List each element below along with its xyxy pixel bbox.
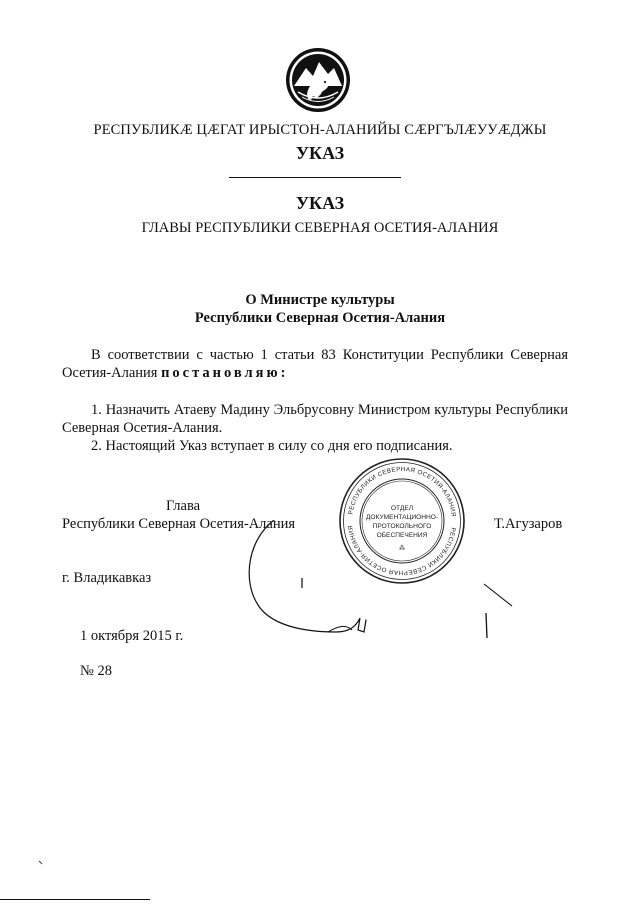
preamble-paragraph [62,346,568,382]
ukaz-russian-heading: УКАЗ [295,193,345,213]
decree-subject [0,291,640,327]
svg-text:⁂: ⁂ [399,546,405,552]
subject-line-2: Республики Северная Осетия-Алания [194,310,446,326]
decree-word: постановляю: [161,365,289,381]
header-russian-title: ГЛАВЫ РЕСПУБЛИКИ СЕВЕРНАЯ ОСЕТИЯ-АЛАНИЯ [141,220,499,236]
seal-center-line-3: ПРОТОКОЛЬНОГО [372,523,432,530]
ukaz-ossetian-heading: УКАЗ [295,143,345,163]
seal-center-line-1: ОТДЕЛ [390,505,414,512]
decree-item-2: 2. Настоящий Указ вступает в силу со дня его подписания. [91,438,453,454]
decree-item-1: 1. Назначить Атаеву Мадину Эльбрусовну Министром культуры Республики Северная Осетия-Алания. [62,402,568,436]
header-ossetian-title: РЕСПУБЛИКÆ ЦÆГАТ ИРЫСТОН-АЛАНИЙЫ СÆРГЪЛÆУУÆДЖЫ [93,122,547,138]
seal-center-line-4: ОБЕСПЕЧЕНИЯ [376,532,428,539]
seal-outer-text: РЕСПУБЛИКИ СЕВЕРНАЯ ОСЕТИЯ-АЛАНИЯ [347,465,457,518]
signatory-name: Т.Агузаров [494,516,563,532]
decree-date: 1 октября 2015 г. [80,628,184,644]
handwritten-signature-icon [238,520,538,655]
preamble-text: В соответствии с частью 1 статьи 83 Конституции Республики Северная Осетия-Алания [62,347,568,381]
signatory-title: Глава [166,498,201,514]
place-of-signing: г. Владикавказ [62,570,152,586]
coat-of-arms-icon [284,46,352,114]
footer-rule [0,899,150,900]
seal-outer-text-repeat: РЕСПУБЛИКИ СЕВЕРНАЯ ОСЕТИЯ-АЛАНИЯ [347,524,457,577]
signatory-organization: Республики Северная Осетия-Алания [62,516,296,532]
header-divider [229,177,401,178]
scan-mark [38,860,44,866]
seal-center-line-2: ДОКУМЕНТАЦИОННО- [365,514,439,521]
decree-number: № 28 [80,663,112,679]
subject-line-1: О Министре культуры [245,292,395,308]
